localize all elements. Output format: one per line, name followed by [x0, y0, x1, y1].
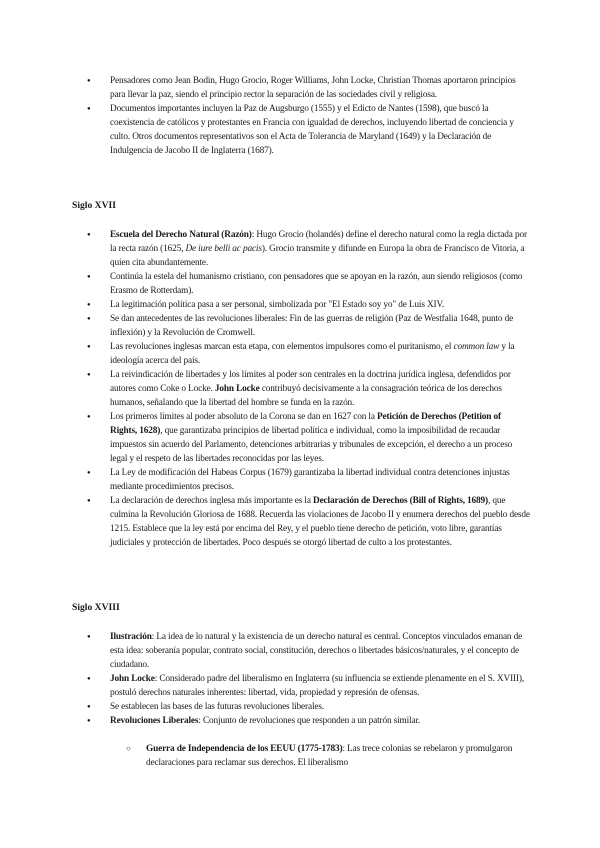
item-bold: John Locke [214, 384, 260, 394]
item-text: : Hugo Grocio (holandés) define el derecho natural como la regla dictada por la recta razón (1625, [110, 230, 527, 254]
item-text: La legitimación política pasa a ser personal, simbolizada por "El Estado soy yo" de Luis XIV. [110, 300, 445, 310]
list-item-revoluciones-liberales [0, 714, 600, 728]
item-text: , que garantizaba principios de libertad política e individual, como la imposibilidad de recaudar impuestos sin acuerdo del Parlamento, detenciones arbitrarias y tribunales de excepción, el derecho a un proceso legal y el respeto de las libertades reconocidas por las leyes. [110, 426, 513, 464]
sub-item-guerra-independencia [0, 742, 600, 770]
item-text: La reivindicación de libertades y los límites al poder son centrales en la doctrina jurídica inglesa, defendidos por autores como Coke o Locke. [110, 370, 511, 394]
item-text: Continúa la estela del humanismo cristiano, con pensadores que se apoyan en la razón, aun siendo religiosos (como Erasmo de Rotterdam). [110, 272, 523, 296]
list-item-revoluciones-inglesas [0, 340, 600, 368]
item-italic: De iure belli ac pacis [185, 244, 262, 254]
list-item-reivindicacion [0, 368, 600, 410]
item-italic: common law [453, 342, 500, 352]
item-bold: Declaración de Derechos (Bill of Rights, 1689) [313, 496, 488, 506]
item-bold: Petición de Derechos (Petition of Rights, 1628) [110, 412, 501, 436]
list-item-declaracion [0, 494, 600, 550]
list-item-habeas-corpus [0, 466, 600, 494]
heading-siglo-xviii: Siglo XVIII [72, 602, 120, 613]
item-text: : Las trece colonias se rebelaron y promulgaron declaraciones para reclamar sus derechos. El liberalismo [146, 744, 513, 768]
siglo-xviii-bullet-list [0, 630, 600, 728]
intro-bullet-list [0, 74, 600, 158]
list-item-escuela [0, 228, 600, 270]
item-text: : La idea de lo natural y la existencia de un derecho natural es central. Conceptos vinculados emanan de esta idea: soberanía popular, contrato social, constitución, derechos o libertades básicos/naturales, y el concepto de ciudadano. [110, 632, 523, 670]
list-item-primeros-limites [0, 410, 600, 466]
list-item-ilustracion [0, 630, 600, 672]
item-text: La Ley de modificación del Habeas Corpus (1679) garantizaba la libertad individual contra detenciones injustas mediante procedimientos precisos. [110, 468, 510, 492]
item-text: contribuyó decisivamente a la consagración teórica de los derechos humanos, señalando que la libertad del hombre se funda en la razón. [110, 384, 502, 408]
item-text: Se establecen las bases de las futuras revoluciones liberales. [110, 702, 325, 712]
item-text: Los primeros límites al poder absoluto de la Corona se dan en 1627 con la [110, 412, 377, 422]
item-text: , que culmina la Revolución Gloriosa de 1688. Recuerda las violaciones de Jacobo II y enumera derechos del pueblo desde 1215. Establece que la ley está por encima del Rey, y el pueblo tiene derecho de petición, voto libre, garantías judiciales y protección de libertades. Poco después se otorgó libertad de culto a los protestantes. [110, 496, 530, 548]
item-text: Las revoluciones inglesas marcan esta etapa, con elementos impulsores como el puritanismo, el [110, 342, 454, 352]
item-text: y la ideología acerca del país. [110, 342, 515, 366]
item-text: : Considerado padre del liberalismo en Inglaterra (su influencia se extiende plenamente en el S. XVIII), postuló derechos naturales inherentes: libertad, vida, propiedad y represión de ofensas. [110, 674, 525, 698]
heading-siglo-xvii: Siglo XVII [72, 200, 116, 211]
revoluciones-sub-list [0, 742, 600, 770]
item-bold: Escuela del Derecho Natural (Razón) [110, 230, 252, 240]
item-text: Documentos importantes incluyen la Paz de Augsburgo (1555) y el Edicto de Nantes (1598), que buscó la coexistencia de católicos y protestantes en Francia con igualdad de derechos, incluyendo libertad de conciencia y culto. Otros documentos representativos son el Acta de Tolerancia de Maryland (1649) y la Declaración de Indulgencia de Jacobo II de Inglaterra (1687). [110, 104, 514, 156]
item-text: ). Grocio transmite y difunde en Europa la obra de Francisco de Vitoria, a quien cita abundantemente. [110, 244, 525, 268]
item-text: Pensadores como Jean Bodin, Hugo Grocio, Roger Williams, John Locke, Christian Thomas aportaron principios para llevar la paz, siendo el principio rector la separación de las sociedades civil y religiosa. [110, 76, 516, 100]
siglo-xvii-bullet-list [0, 228, 600, 550]
item-bold: John Locke [110, 674, 155, 684]
item-text: Se dan antecedentes de las revoluciones liberales: Fin de las guerras de religión (Paz de Westfalia 1648, punto de inflexión) y la Revolución de Cromwell. [110, 314, 514, 338]
list-item-continua [0, 270, 600, 298]
item-bold: Ilustración [110, 632, 152, 642]
list-item-pensadores [0, 74, 600, 102]
list-item-john-locke [0, 672, 600, 700]
list-item-documentos [0, 102, 600, 158]
item-text: La declaración de derechos inglesa más importante es la [110, 496, 314, 506]
item-bold: Guerra de Independencia de los EEUU (1775-1783) [146, 744, 343, 754]
list-item-antecedentes [0, 312, 600, 340]
list-item-legitimacion [0, 298, 600, 312]
item-bold: Revoluciones Liberales [110, 716, 199, 726]
list-item-bases [0, 700, 600, 714]
item-text: : Conjunto de revoluciones que responden a un patrón similar. [198, 716, 421, 726]
